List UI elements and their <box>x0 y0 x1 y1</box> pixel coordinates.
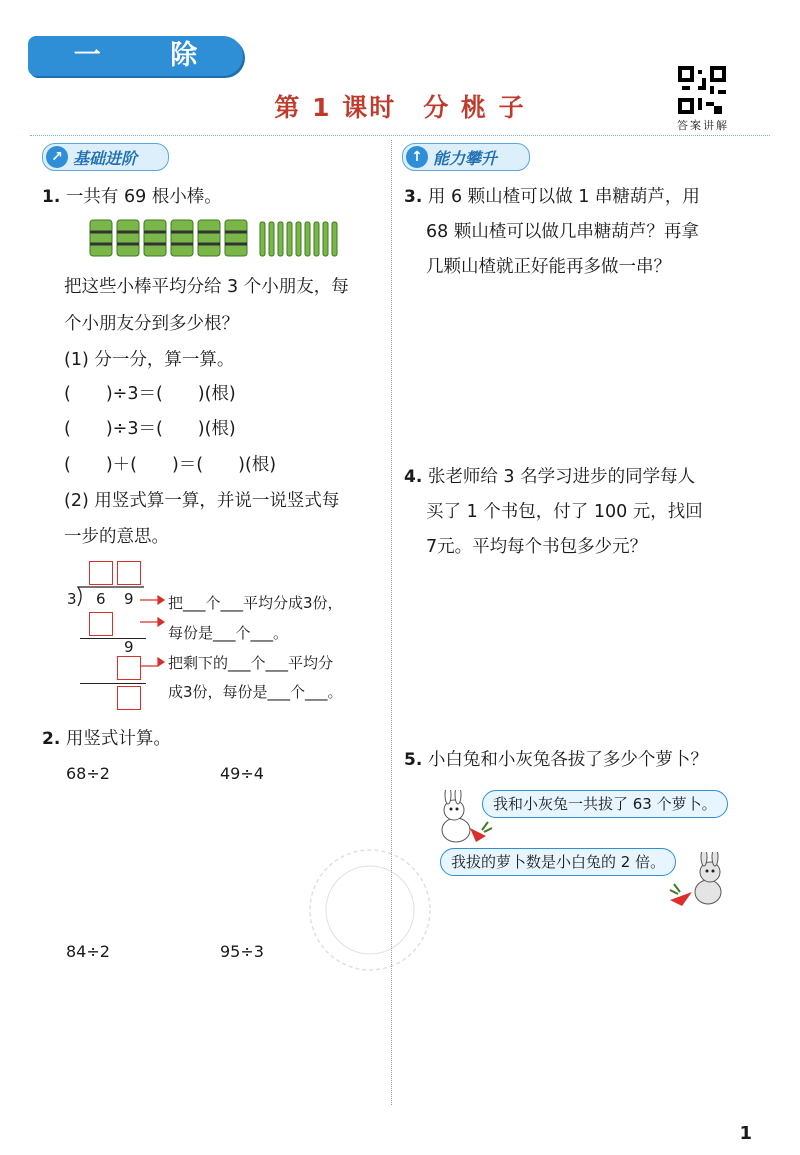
q1-line-2: 个小朋友分到多少根？ <box>64 314 239 334</box>
chapter-title: 一 除 法 <box>73 40 228 111</box>
q4-line-3: 7元。平均每个书包多少元？ <box>426 537 648 557</box>
section-advanced-label: 能力攀升 <box>433 148 498 168</box>
q2-item-4: 95÷3 <box>220 942 264 961</box>
q1-line-3: (1) 分一分，算一算。 <box>64 350 235 370</box>
chapter-tab <box>28 36 243 111</box>
division-rule <box>80 638 146 639</box>
q4-text-1: 张老师给 3 名学习进步的同学每人 <box>427 467 696 487</box>
q1-line-5: ( )÷3＝( )(根) <box>64 419 236 439</box>
q5-text: 小白兔和小灰兔各拔了多少个萝卜？ <box>427 750 708 770</box>
bubble-white-rabbit: 我和小灰兔一共拔了 63 个萝卜。 <box>482 790 728 818</box>
qr-label: 答案讲解 <box>677 119 729 132</box>
answer-box[interactable] <box>117 561 141 585</box>
q1-line-7: (2) 用竖式算一算，并说一说竖式每 <box>64 491 340 511</box>
q1-line-6: ( )＋( )＝( )(根) <box>64 455 277 475</box>
step-note-1: 把___个___平均分成3份， <box>168 594 343 612</box>
step-note-3: 把剩下的___个___平均分 <box>168 654 334 672</box>
remainder-digit: 9 <box>124 638 134 656</box>
section-basic <box>42 143 169 171</box>
lesson-title: 第 1 课时 分 桃 子 <box>274 93 526 122</box>
answer-box[interactable] <box>117 686 141 710</box>
dividend-ones: 9 <box>124 590 134 608</box>
division-bracket <box>76 586 146 608</box>
qr-code-icon[interactable] <box>678 66 726 114</box>
q1-line-8: 一步的意思。 <box>64 527 169 547</box>
answer-box[interactable] <box>89 561 113 585</box>
page-number: 1 <box>739 1123 752 1144</box>
watermark-seal <box>300 840 440 980</box>
answer-box[interactable] <box>89 612 113 636</box>
q3-number: 3. <box>404 187 423 207</box>
section-advanced <box>402 143 530 171</box>
arrows <box>138 590 166 670</box>
q2-number: 2. <box>42 729 61 749</box>
q2-text: 用竖式计算。 <box>65 729 171 749</box>
q2-item-2: 49÷4 <box>220 764 264 783</box>
sticks-illustration <box>88 218 350 260</box>
climber-icon: ↑ <box>406 146 428 168</box>
q2-title <box>42 722 171 756</box>
q4-line-2: 买了 1 个书包，付了 100 元，找回 <box>426 502 703 522</box>
q1-text: 一共有 69 根小棒。 <box>65 187 222 207</box>
bubble-gray-rabbit: 我拔的萝卜数是小白兔的 2 倍。 <box>440 848 676 876</box>
header-rule <box>30 135 770 136</box>
q4-number: 4. <box>404 467 423 487</box>
q4-line-1 <box>404 460 695 494</box>
q2-item-3: 84÷2 <box>66 942 110 961</box>
divisor: 3 <box>67 590 77 608</box>
section-basic-label: 基础进阶 <box>73 148 138 168</box>
bundle-icon <box>144 220 166 256</box>
q5-number: 5. <box>404 750 423 770</box>
q3-line-3: 几颗山楂就正好能再多做一串？ <box>426 257 671 277</box>
bundle-icon <box>171 220 193 256</box>
runner-icon: ↗ <box>46 146 68 168</box>
gray-rabbit-icon <box>664 852 734 910</box>
q1-line-1: 把这些小棒平均分给 3 个小朋友，每 <box>64 277 349 297</box>
bundle-icon <box>117 220 139 256</box>
q1-line-4: ( )÷3＝( )(根) <box>64 384 236 404</box>
step-note-2: 每份是___个___。 <box>168 624 289 642</box>
bundle-icon <box>90 220 112 256</box>
q2-item-1: 68÷2 <box>66 764 110 783</box>
step-note-4: 成3份，每份是___个___。 <box>168 683 343 701</box>
q1-number: 1. <box>42 187 61 207</box>
q3-line-1 <box>404 180 700 214</box>
q3-text-1: 用 6 颗山楂可以做 1 串糖葫芦，用 <box>427 187 700 207</box>
dividend-tens: 6 <box>96 590 106 608</box>
q3-line-2: 68 颗山楂可以做几串糖葫芦？再拿 <box>426 222 699 242</box>
division-rule <box>80 683 146 684</box>
bundle-icon <box>198 220 220 256</box>
bundle-icon <box>225 220 247 256</box>
q1-title <box>42 180 222 214</box>
q5-title <box>404 743 708 777</box>
